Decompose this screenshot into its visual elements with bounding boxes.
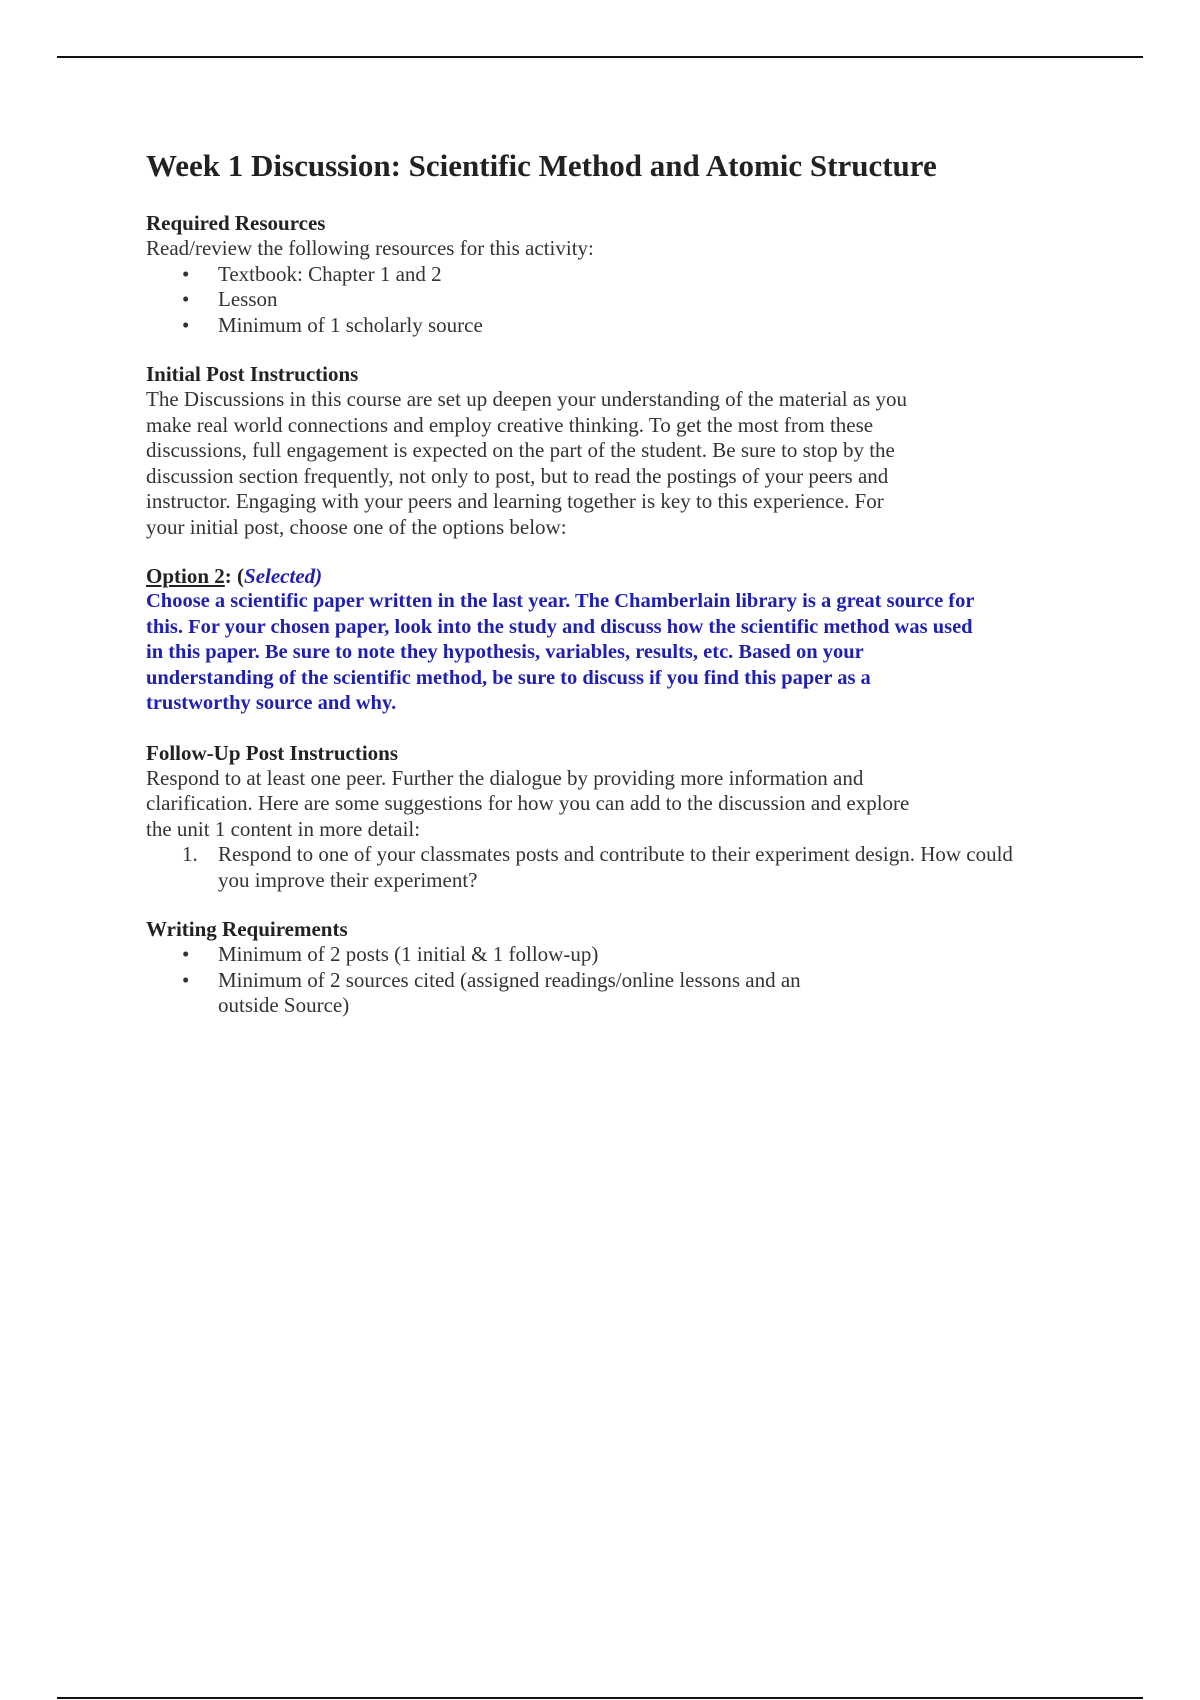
writing-requirements-section	[146, 916, 1086, 1019]
required-resources-list	[146, 262, 1086, 339]
option-body: Choose a scientific paper written in the last year. The Chamberlain library is a great source for this. For your chosen paper, look into the study and discuss how the scientific method was used in this paper. Be sure to note they hypothesis, variables, results, etc. Based on your understanding of the scientific method, be sure to discuss if you find this paper as a trustworthy source and why.	[146, 590, 975, 714]
option-separator: : (	[224, 564, 245, 588]
follow-up-section	[146, 740, 1086, 894]
list-item	[146, 262, 1086, 288]
list-item	[146, 313, 1086, 339]
required-resources-heading: Required Resources	[146, 211, 326, 235]
document-body	[146, 146, 1086, 1042]
list-item	[146, 842, 1046, 893]
bullet-icon: •	[182, 261, 190, 286]
writing-requirements-heading: Writing Requirements	[146, 917, 348, 941]
list-item-text: Minimum of 2 sources cited (assigned readings/online lessons and an outside Source)	[218, 967, 801, 1017]
list-item	[146, 968, 858, 1019]
option-title	[146, 563, 1086, 589]
list-item-text: Lesson	[218, 287, 278, 311]
selected-tag: Selected)	[244, 564, 323, 588]
list-item-text: Textbook: Chapter 1 and 2	[218, 261, 442, 286]
list-item-text: Respond to one of your classmates posts and contribute to their experiment design. How could you improve their experiment?	[218, 842, 1013, 892]
initial-post-body: The Discussions in this course are set up deepen your understanding of the material as you make real world connections and employ creative thinking. To get the most from these discussions, full engagement is expected on the part of the student. Be sure to stop by the discussion section frequently, not only to post, but to read the postings of your peers and instructor. Engaging with your peers and learning together is key to this experience. For your initial post, choose one of the options below:	[146, 387, 908, 539]
initial-post-section	[146, 361, 1086, 540]
bullet-icon: •	[182, 287, 190, 311]
follow-up-body: Respond to at least one peer. Further the dialogue by providing more information and clarification. Here are some suggestions for how you can add to the discussion and explore the unit 1 content in more detail:	[146, 765, 910, 841]
page-title: Week 1 Discussion: Scientific Method and Atomic Structure	[146, 148, 937, 183]
list-item-text: Minimum of 2 posts (1 initial & 1 follow-up)	[218, 942, 599, 966]
list-item-text: Minimum of 1 scholarly source	[218, 312, 483, 337]
initial-post-heading: Initial Post Instructions	[146, 362, 359, 386]
list-item	[146, 287, 1086, 313]
required-resources-section	[146, 210, 1086, 338]
writing-requirements-list	[146, 942, 1086, 1019]
bullet-icon: •	[182, 312, 190, 337]
bullet-icon: •	[182, 967, 190, 992]
required-resources-intro: Read/review the following resources for this activity:	[146, 236, 594, 260]
follow-up-heading: Follow-Up Post Instructions	[146, 740, 399, 765]
list-item	[146, 942, 1086, 968]
bottom-rule	[57, 1697, 1143, 1699]
follow-up-list	[146, 842, 1046, 893]
bullet-icon: •	[182, 942, 190, 966]
top-rule	[57, 56, 1143, 58]
list-number: 1.	[182, 842, 198, 866]
option-section	[146, 563, 1086, 717]
option-label: Option 2	[146, 564, 225, 588]
